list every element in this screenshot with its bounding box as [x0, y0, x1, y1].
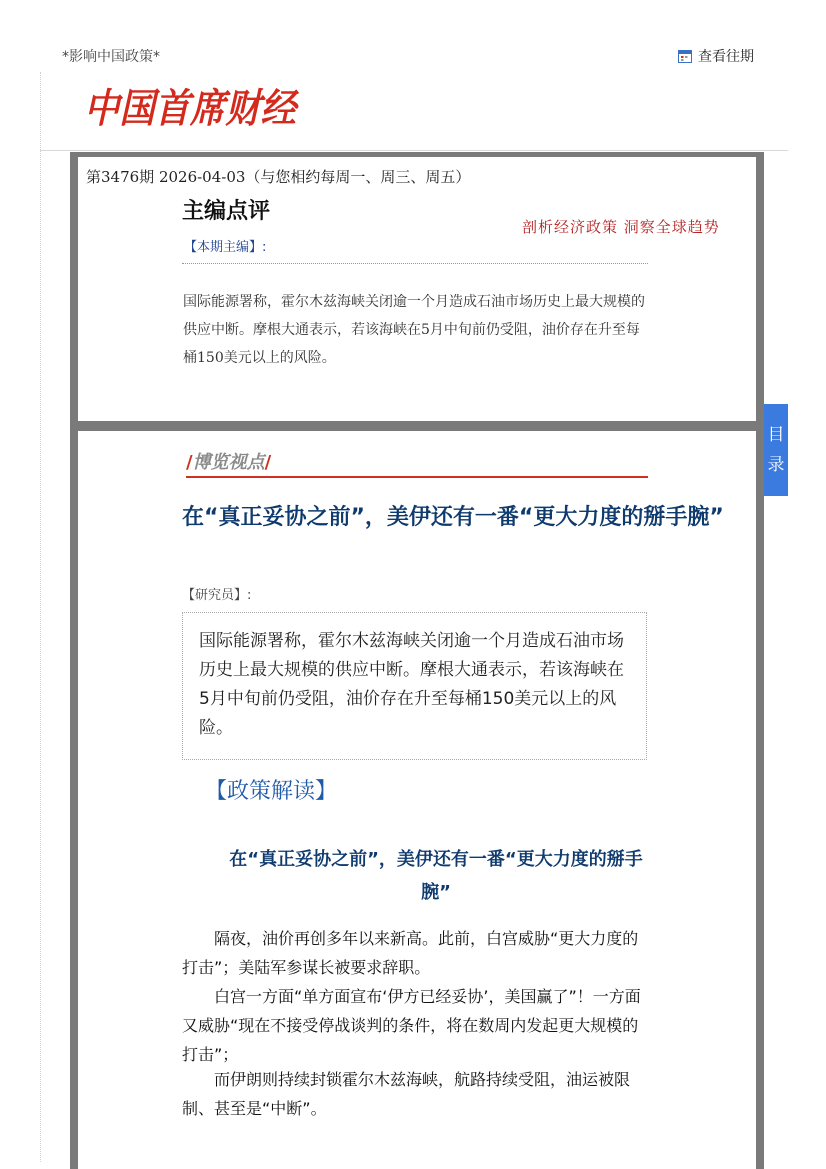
- archive-link-label[interactable]: 查看往期: [698, 49, 754, 65]
- tagline: *影响中国政策*: [62, 49, 160, 65]
- summary-box: 国际能源署称，霍尔木兹海峡关闭逾一个月造成石油市场历史上最大规模的供应中断。摩根大通表示，若该海峡在5月中旬前仍受阻，油价存在升至每桶150美元以上的风险。: [182, 612, 647, 760]
- section-heading-label: 博览视点: [192, 452, 265, 473]
- header-divider: [40, 150, 788, 151]
- editorial-body: 国际能源署称，霍尔木兹海峡关闭逾一个月造成石油市场历史上最大规模的供应中断。摩根大通表示，若该海峡在5月中旬前仍受阻，油价存在升至每桶150美元以上的风险。: [183, 294, 645, 366]
- toc-button[interactable]: [764, 404, 788, 496]
- researcher-label: 【研究员】:: [182, 588, 252, 603]
- section-heading: [186, 448, 271, 474]
- editorial-divider: [182, 263, 648, 264]
- issue-info: 第3476期 2026-04-03（与您相约每周一、周三、周五）: [86, 168, 471, 186]
- article-paragraph: 而伊朗则持续封锁霍尔木兹海峡，航路持续受阻，油运被限制、甚至是“中断”。: [182, 1070, 631, 1118]
- frame-border-right: [756, 152, 764, 1169]
- archive-link[interactable]: [678, 46, 754, 66]
- slogan: 剖析经济政策 洞察全球趋势: [522, 218, 720, 236]
- toc-label[interactable]: 目录: [767, 425, 785, 475]
- svg-text:中国首席财经: 中国首席财经: [84, 86, 300, 132]
- article-paragraph: 隔夜，油价再创多年以来新高。此前，白宫威胁“更大力度的打击”；美陆军参谋长被要求辞职。: [182, 929, 639, 977]
- article-subtitle: 在“真正妥协之前”，美伊还有一番“更大力度的掰手腕”: [229, 849, 643, 903]
- calendar-icon: [678, 49, 692, 63]
- slash-mark-icon: /: [264, 452, 272, 473]
- section-rule: [186, 476, 648, 478]
- article-paragraph: 白宫一方面“单方面宣布‘伊方已经妥协’，美国赢了”！一方面又威胁“现在不接受停战谈判的条件，将在数周内发起更大规模的打击”；: [182, 987, 641, 1064]
- editor-label: 【本期主编】:: [184, 240, 267, 255]
- brand-logo: [84, 80, 300, 132]
- page-margin-line: [40, 72, 41, 1162]
- frame-section-divider: [70, 421, 764, 431]
- slash-mark-icon: /: [186, 452, 193, 473]
- frame-border-top: [70, 152, 764, 157]
- editorial-title: 主编点评: [182, 199, 271, 224]
- policy-heading: 【政策解读】: [205, 779, 338, 804]
- frame-border-left: [70, 152, 78, 1169]
- article-title: 在“真正妥协之前”，美伊还有一番“更大力度的掰手腕”: [182, 505, 724, 530]
